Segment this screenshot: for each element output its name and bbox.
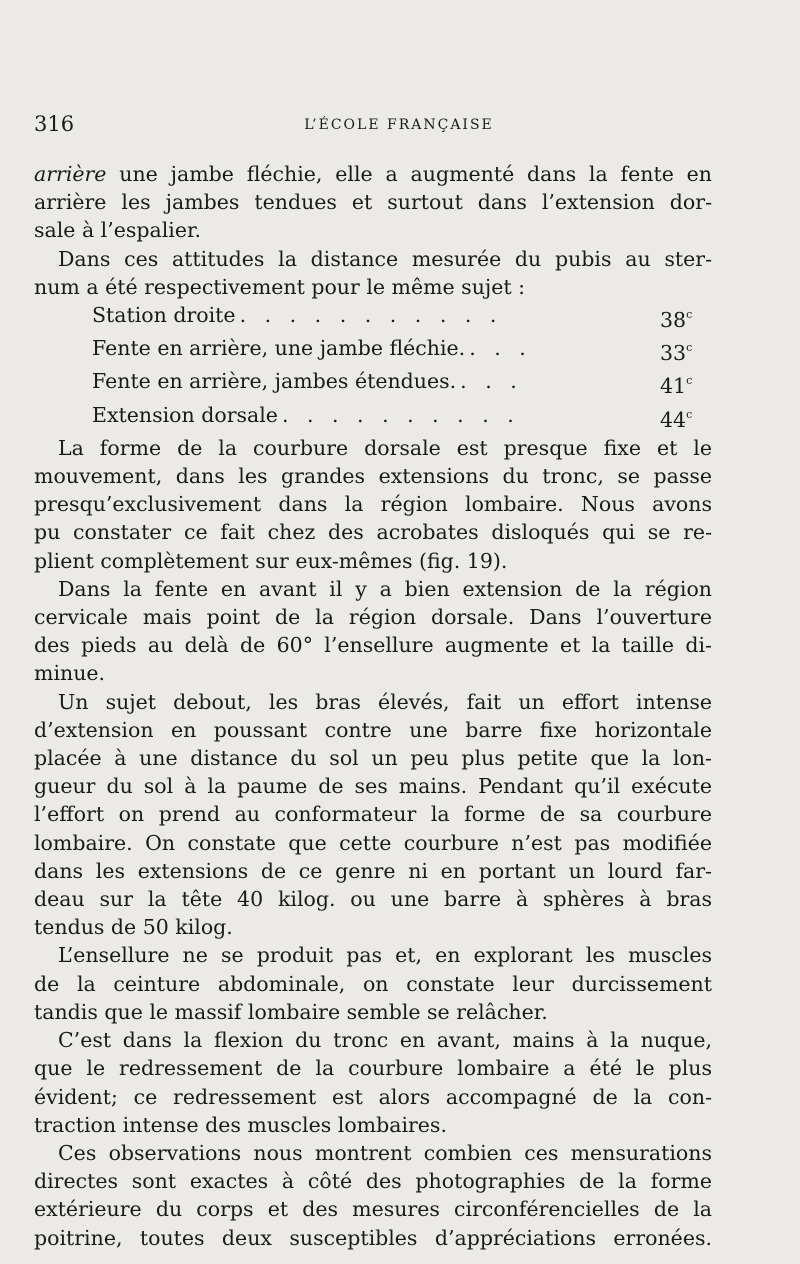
text-line: que le redressement de la courbure lombaire a été le plus	[34, 1056, 712, 1081]
paragraph-6	[34, 941, 712, 1026]
paragraph-4	[34, 575, 712, 688]
body-text	[34, 160, 712, 1252]
text-line: Un sujet debout, les bras élevés, fait un effort intense	[58, 689, 712, 714]
measurement-value: 38$^c$	[660, 308, 693, 333]
text-line: L’ensellure ne se produit pas et, en explorant les muscles	[58, 943, 712, 968]
text-line: traction intense des muscles lombaires.	[34, 1112, 447, 1137]
text-line: arrière une jambe fléchie, elle a augmenté dans la fente en	[34, 162, 712, 186]
text-line: pu constater ce fait chez des acrobates disloqués qui se re-	[34, 520, 712, 545]
leader-dots: . . . . . . . . . . .	[239, 303, 503, 328]
paragraph-7	[34, 1026, 712, 1139]
page-number: 316	[34, 112, 75, 136]
text-line: de la ceinture abdominale, on constate leur durcissement	[34, 971, 712, 996]
paragraph-8	[34, 1139, 712, 1252]
text-line: tendus de 50 kilog.	[34, 915, 233, 940]
text-line: cervicale mais point de la région dorsale. Dans l’ouverture	[34, 605, 712, 630]
text-line: C’est dans la flexion du tronc en avant, mains à la nuque,	[58, 1028, 712, 1053]
page-header	[34, 112, 764, 142]
text-line: extérieure du corps et des mesures circonférencielles de la	[34, 1197, 712, 1222]
text-line: directes sont exactes à côté des photographies de la forme	[34, 1169, 712, 1194]
measurements-table	[34, 301, 712, 434]
paragraph-1	[34, 160, 712, 245]
italic-word: arrière	[34, 162, 107, 186]
text-line: minue.	[34, 661, 106, 686]
text-line: lombaire. On constate que cette courbure n’est pas modifiée	[34, 830, 712, 855]
measurement-value: 44$^c$	[660, 407, 693, 432]
text-line: Dans la fente en avant il y a bien extension de la région	[58, 576, 712, 601]
text-line: sale à l’espalier.	[34, 218, 202, 243]
text-line: gueur du sol à la paume de ses mains. Pendant qu’il exécute	[34, 774, 712, 799]
measurement-label: Fente en arrière, une jambe fléchie.	[92, 336, 466, 361]
text-line: Dans ces attitudes la distance mesurée du pubis au ster-	[58, 246, 712, 271]
text-line: tandis que le massif lombaire semble se relâcher.	[34, 999, 548, 1024]
text-line: des pieds au delà de 60° l’ensellure augmente et la taille di-	[34, 633, 712, 658]
text-line: deau sur la tête 40 kilog. ou une barre à sphères à bras	[34, 887, 712, 912]
leader-dots: . . .	[469, 336, 532, 361]
text-line: placée à une distance du sol un peu plus petite que la lon-	[34, 746, 712, 771]
text-line: plient complètement sur eux-mêmes (fig. 19).	[34, 548, 508, 573]
running-head: L’ÉCOLE FRANÇAISE	[304, 117, 494, 133]
measurement-row	[34, 301, 712, 334]
measurement-label: Extension dorsale	[92, 402, 278, 427]
text-line: arrière les jambes tendues et surtout dans l’extension dor-	[34, 190, 712, 215]
text-line: presqu’exclusivement dans la région lombaire. Nous avons	[34, 492, 712, 517]
paragraph-2	[34, 245, 712, 301]
text-line: dans les extensions de ce genre ni en portant un lourd far-	[34, 858, 712, 883]
measurement-value: 33$^c$	[660, 341, 693, 366]
measurement-value: 41$^c$	[660, 374, 693, 399]
text-line: Ces observations nous montrent combien ces mensurations	[58, 1140, 712, 1165]
paragraph-5	[34, 688, 712, 942]
text-line: num a été respectivement pour le même sujet :	[34, 274, 526, 299]
text-line: évident; ce redressement est alors accompagné de la con-	[34, 1084, 712, 1109]
measurement-row	[34, 334, 712, 367]
text-line: mouvement, dans les grandes extensions du tronc, se passe	[34, 464, 712, 489]
text-line: d’extension en poussant contre une barre fixe horizontale	[34, 717, 712, 742]
text-line: La forme de la courbure dorsale est presque fixe et le	[58, 435, 712, 460]
measurement-row	[34, 367, 712, 400]
leader-dots: . . .	[460, 369, 523, 394]
measurement-label: Station droite	[92, 303, 236, 328]
paragraph-3	[34, 434, 712, 575]
text-line: l’effort on prend au conformateur la forme de sa courbure	[34, 802, 712, 827]
measurement-row	[34, 401, 712, 434]
leader-dots: . . . . . . . . . .	[281, 402, 520, 427]
measurement-label: Fente en arrière, jambes étendues.	[92, 369, 457, 394]
text-line: poitrine, toutes deux susceptibles d’appréciations erronées.	[34, 1225, 712, 1250]
